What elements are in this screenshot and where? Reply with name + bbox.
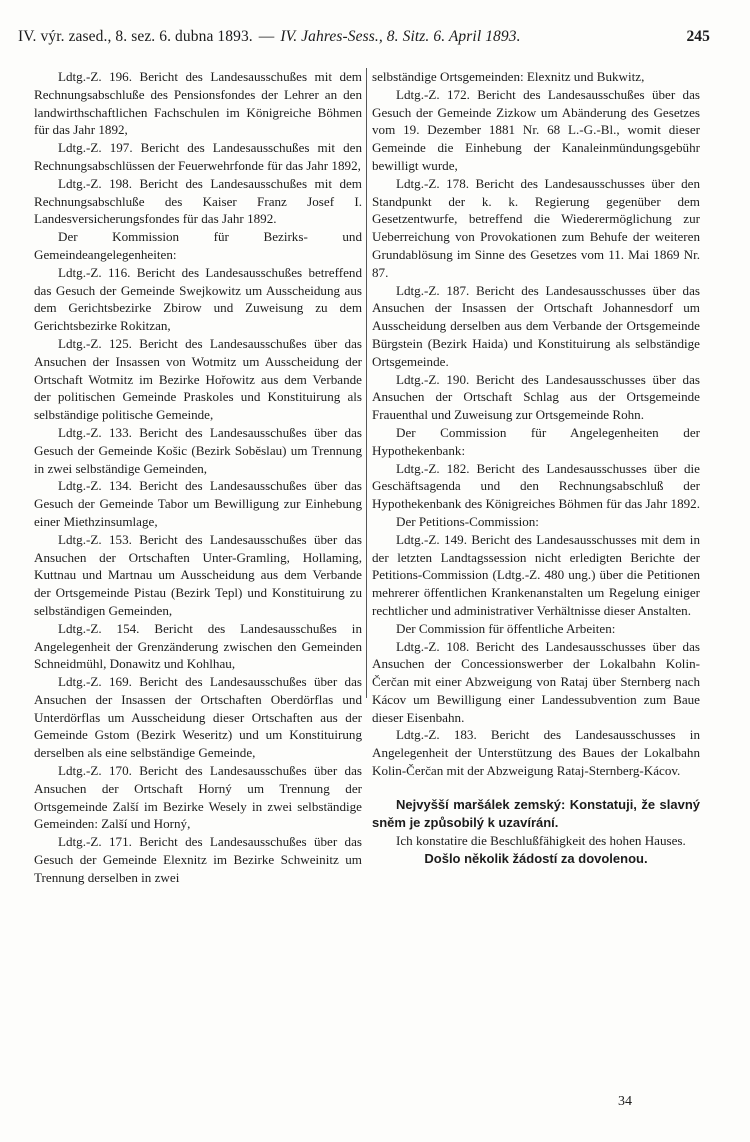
german-marshal-statement: Ich konstatire die Beschlußfähigkeit des hohen Hauses. <box>396 832 686 848</box>
commission-heading-arbeiten: Der Commission für öffentliche Arbeiten: <box>396 620 616 636</box>
commission-heading-bezirk: Der Kommission für Bezirks- und Gemeindeangelegenheiten: <box>34 229 362 262</box>
paragraph-ltz-154: Ldtg.-Z. 154. Bericht des Landesausschußes in Angelegenheit der Grenzänderung zwischen den Gemeinden Schneidmühl, Donawitz und Kohlhau, <box>34 620 362 672</box>
paragraph-ltz-149: Ldtg.-Z. 149. Bericht des Landesausschusses mit dem in der letzten Landtagssession nicht erledigten Berichte der Petitions-Commission (Ldtg.-Z. 480 ung.) über die Petitionen mehrerer öffentlichen Krankenanstalten um Regelung einiger rechtlicher und administrativer Verhältnisse dieser Anstalten. <box>372 531 700 618</box>
paragraph-ltz-134: Ldtg.-Z. 134. Bericht des Landesausschußes über das Gesuch der Gemeinde Tabor um Bewilligung zur Einhebung einer Miethzinsumlage, <box>34 478 362 529</box>
paragraph-ltz-169: Ldtg.-Z. 169. Bericht des Landesausschußes über das Ansuchen der Insassen der Ortschaften Oberdörflas und Unterdörflas um Ausscheidung dieser Ortschaften aus der Gemeinde Gstom (Bezirk Weseritz) und um Konstituirung derselben als eine selbständige Gemeinde, <box>34 674 362 761</box>
signature-number: 34 <box>618 1094 632 1109</box>
paragraph-ltz-172: Ldtg.-Z. 172. Bericht des Landesausschußes über das Gesuch der Gemeinde Zizkow um Abänderung des Gesetzes vom 19. Dezember 1881 Nr. 68 L.-G.-Bl., womit dieser Gemeinde die Einhebung der Kanaleinmündungsgebühr bewilligt wurde, <box>372 86 700 173</box>
paragraph-ltz-182: Ldtg.-Z. 182. Bericht des Landesausschusses über die Geschäftsagenda und den Rechnungsabschluß der Hypothekenbank des Königreiches Böhmen für das Jahr 1892. <box>372 460 700 512</box>
czech-leave-requests: Došlo několik žádostí za dovolenou. <box>424 850 648 866</box>
paragraph-ltz-187: Ldtg.-Z. 187. Bericht des Landesausschusses über das Ansuchen der Insassen der Ortschaft Johannesdorf um Ausscheidung derselben aus dem Verbande der Ortsgemeinde Bürgstein (Bezirk Haida) und Konstituirung als selbständige Ortsgemeinde. <box>372 282 700 369</box>
paragraph-ltz-171-cont: selbständige Ortsgemeinden: Elexnitz und Bukwitz, <box>372 69 645 84</box>
paragraph-ltz-197: Ldtg.-Z. 197. Bericht des Landesausschußes mit den Rechnungsabschlüssen der Feuerwehrfonde für das Jahr 1892, <box>34 140 362 173</box>
paragraph-ltz-198: Ldtg.-Z. 198. Bericht des Landesausschußes mit dem Rechnungsabschluße des Kaiser Franz Josef I. Landesversicherungsfondes für das Jahr 1892. <box>34 175 362 227</box>
czech-marshal-statement: Nejvyšší maršálek zemský: Konstatuji, že slavný sněm je způsobilý k uzavírání. <box>372 796 700 830</box>
paragraph-ltz-133: Ldtg.-Z. 133. Bericht des Landesausschußes über das Gesuch der Gemeinde Košic (Bezirk Soběslau) um Trennung in zwei selbständige Gemeinden, <box>34 424 362 476</box>
paragraph-ltz-183: Ldtg.-Z. 183. Bericht des Landesausschusses in Angelegenheit der Unterstützung des Baues der Lokalbahn Kolin-Čerčan mit der Abzweigung Rataj-Sternberg-Kácov. <box>372 727 700 779</box>
paragraph-ltz-116: Ldtg.-Z. 116. Bericht des Landesausschußes betreffend das Gesuch der Gemeinde Swejkowitz um Ausscheidung aus dem Gerichtsbezirke Zbirow und Zuweisung zu dem Gerichtsbezirke Rokitzan, <box>34 264 362 334</box>
paragraph-ltz-108: Ldtg.-Z. 108. Bericht des Landesausschusses über das Ansuchen der Concessionswerber der Lokalbahn Kolin-Čerčan mit einer Abzweigung von Rataj über Sternberg nach Kácov um Bewilligung einer Landessubvention zum Baue dieser Eisenbahn. <box>372 638 700 725</box>
paragraph-ltz-170: Ldtg.-Z. 170. Bericht des Landesausschußes über das Ansuchen der Ortschaft Horný um Trennung der Ortsgemeinde Zalší im Bezirke Wesely in zwei selbständige Gemeinden: Zalší und Horný, <box>34 763 362 832</box>
spacer <box>372 780 700 796</box>
column-divider <box>366 68 367 698</box>
commission-heading-petition: Der Petitions-Commission: <box>396 513 539 529</box>
header-german: IV. Jahres-Sess., 8. Sitz. 6. April 1893. <box>280 28 521 45</box>
page-number: 245 <box>686 28 710 45</box>
paragraph-ltz-196: Ldtg.-Z. 196. Bericht des Landesausschußes mit dem Rechnungsabschluße des Pensionsfondes der Lehrer an den landwirthschaftlichen Fachschulen im Königreiche Böhmen für das Jahr 1892, <box>34 69 362 138</box>
commission-heading-hypothek: Der Commission für Angelegenheiten der Hypothekenbank: <box>372 424 700 458</box>
paragraph-ltz-171: Ldtg.-Z. 171. Bericht des Landesausschußes über das Gesuch der Gemeinde Elexnitz im Bezirke Schweinitz um Trennung derselben in zwei <box>34 834 362 885</box>
header-separator: — <box>258 28 275 45</box>
right-column <box>372 68 700 868</box>
paragraph-ltz-178: Ldtg.-Z. 178. Bericht des Landesausschusses über den Standpunkt der k. k. Regierung gegenüber dem Gesetzentwurfe, betreffend die Wiederermöglichung zur Ueberreichung von Provokationen zum Behufe der weiteren Grundablösung im Sinne des Gesetzes vom 11. Mai 1869 Nr. 87. <box>372 175 700 280</box>
paragraph-ltz-125: Ldtg.-Z. 125. Bericht des Landesausschußes über das Ansuchen der Insassen von Wotmitz um Ausscheidung der Ortschaft Wotmitz im Bezirke Hořowitz aus dem Verbande der politischen Gemeinde Praskoles und Konstituirung als selbständige politische Gemeinde, <box>34 335 362 423</box>
paragraph-ltz-190: Ldtg.-Z. 190. Bericht des Landesausschusses über das Ansuchen der Ortschaft Schlag aus der Ortsgemeinde Frauenthal und Zuweisung zur Ortsgemeinde Rohn. <box>372 371 700 423</box>
page-header <box>18 28 710 52</box>
paragraph-ltz-153: Ldtg.-Z. 153. Bericht des Landesausschußes über das Ansuchen der Ortschaften Unter-Gramling, Hollaming, Kuttnau und Martnau um Ausscheidung aus dem Verbande der Ortsgemeinde Pistau (Bezirk Tepl) und Konstituirung zu selbständigen Gemeinden, <box>34 531 362 618</box>
header-czech: IV. výr. zased., 8. sez. 6. dubna 1893. <box>18 28 253 45</box>
left-column <box>34 68 362 887</box>
